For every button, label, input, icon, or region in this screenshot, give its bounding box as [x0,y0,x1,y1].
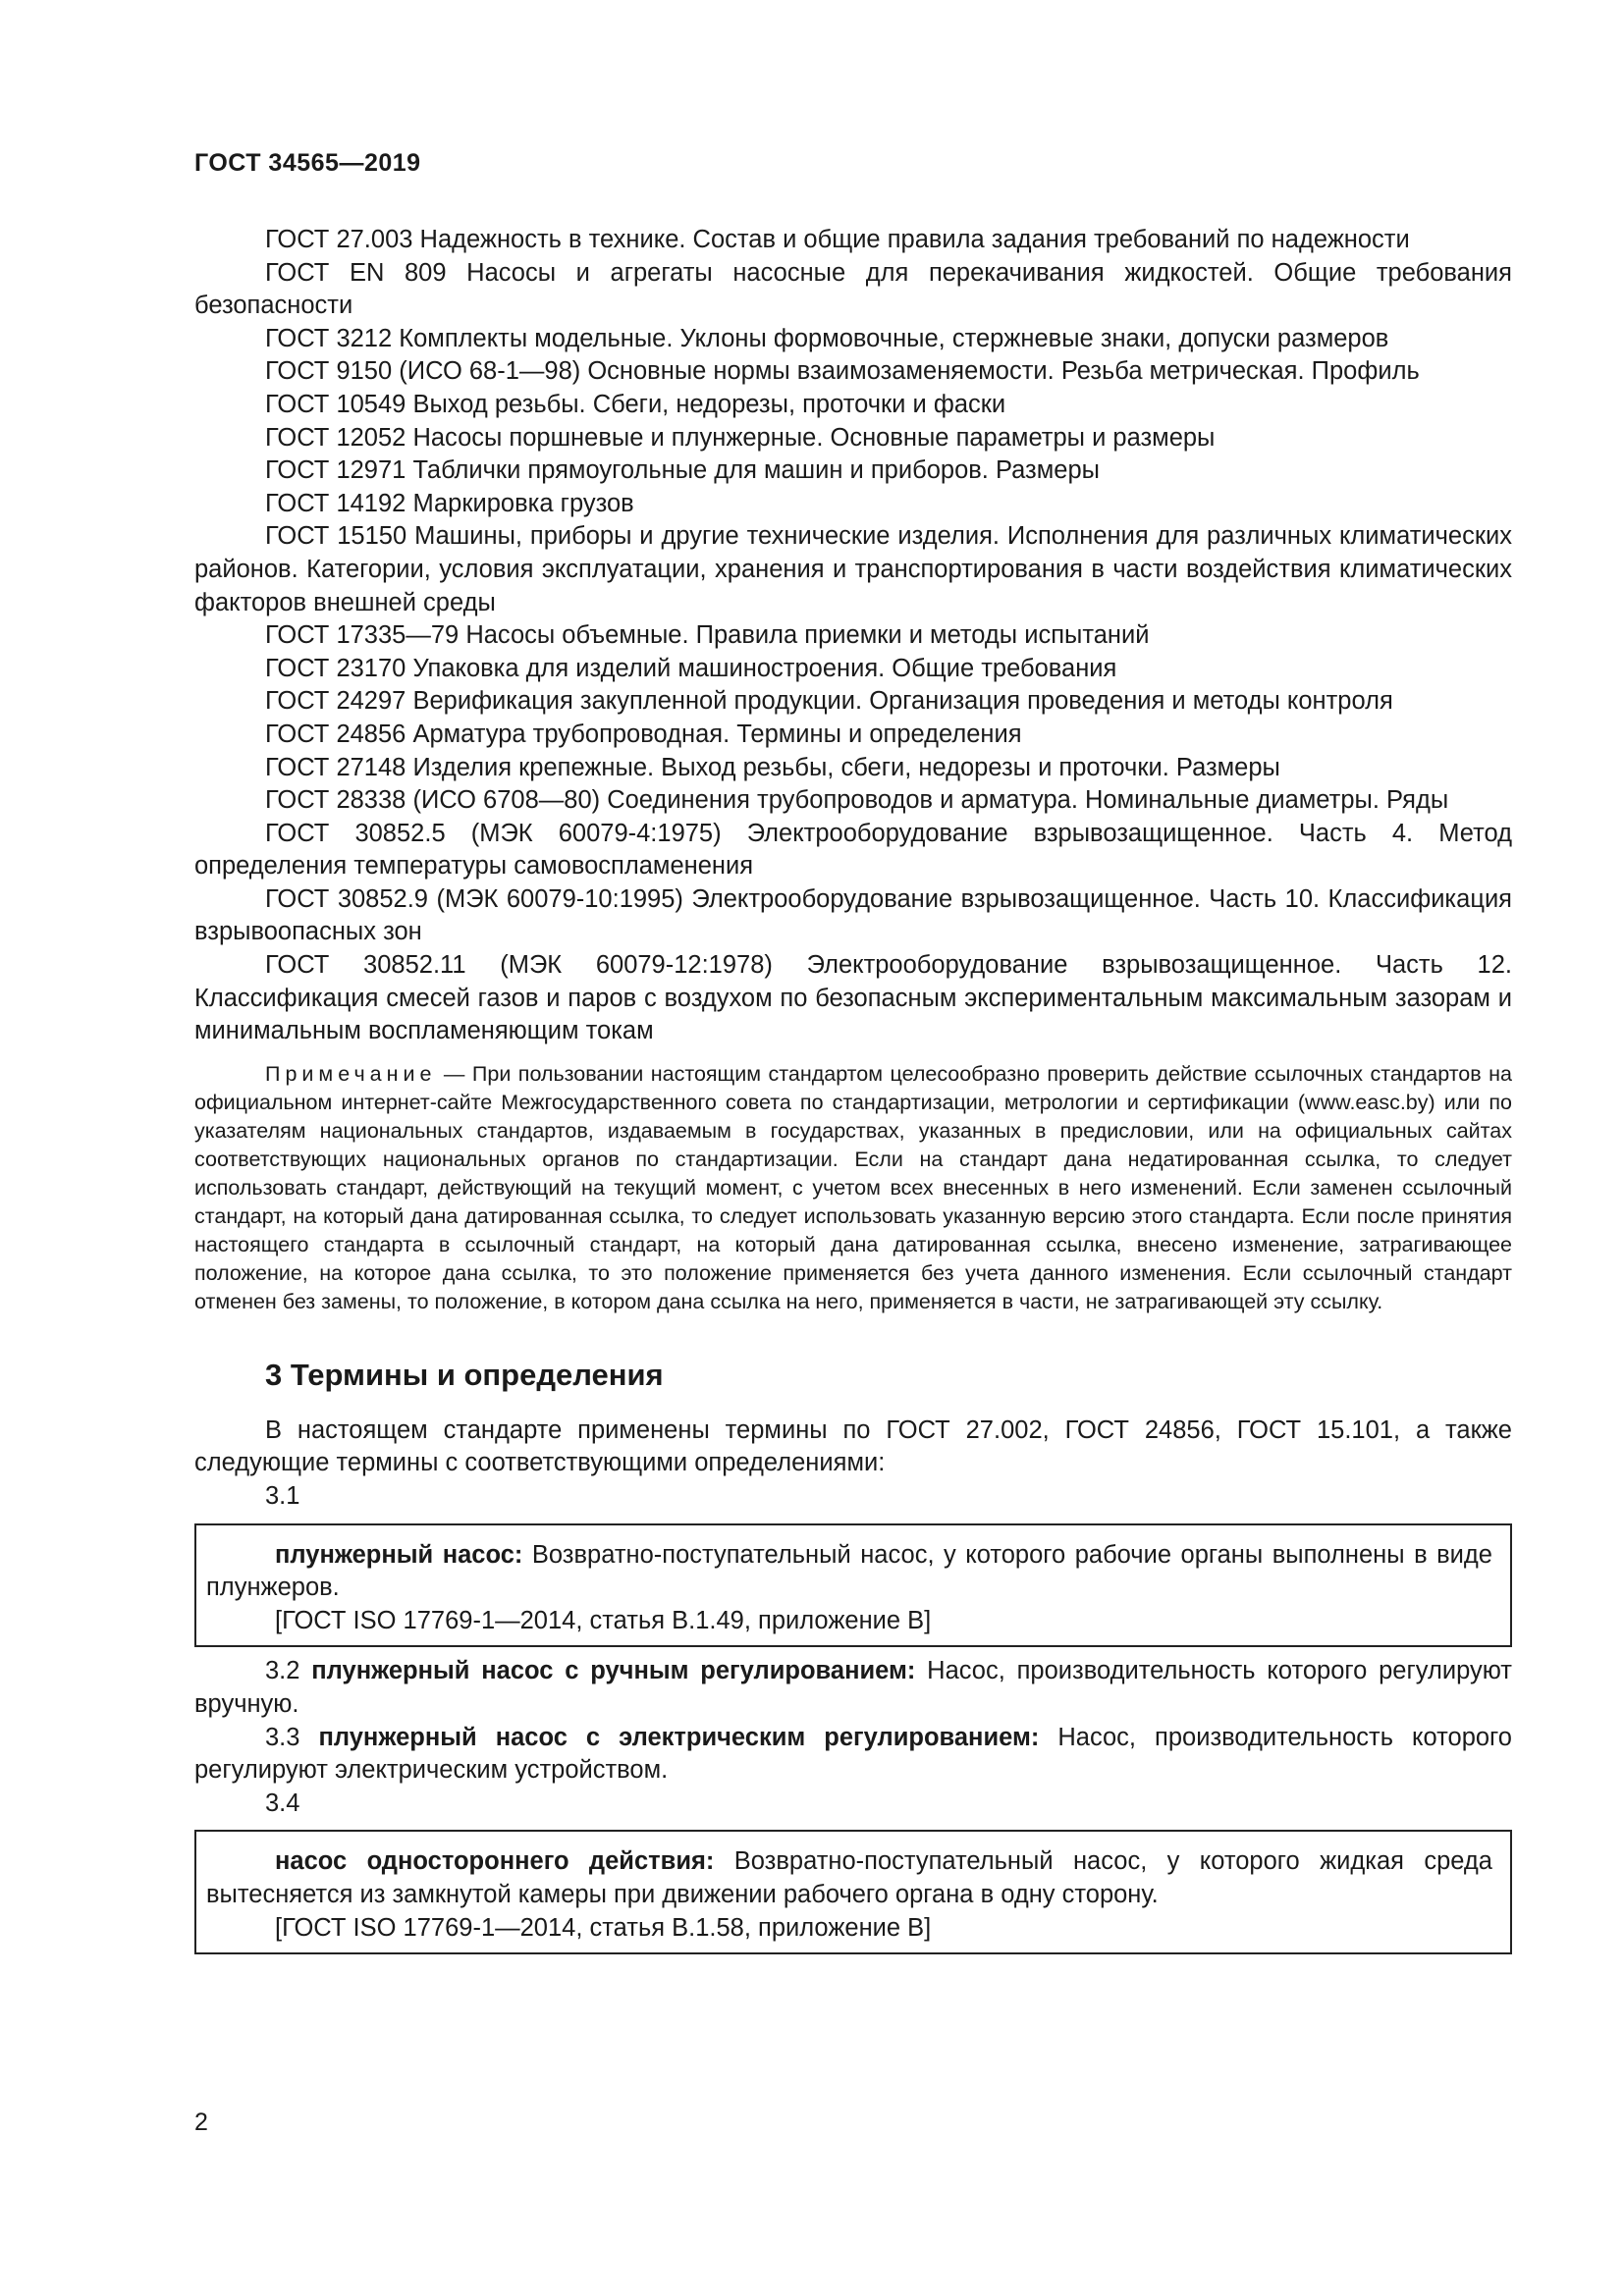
note-text: — При пользовании настоящим стандартом целесообразно проверить действие ссылочных стандартов на официальном интернет-сайте Межгосударственного совета по стандартизации, метрологии и сертификации (www.easc.by) или по указателям национальных стандартов, издаваемым в государствах, указанных в предисловии, или на официальных сайтах соответствующих национальных органов по стандартизации. Если на стандарт дана недатированная ссылка, то следует использовать стандарт, действующий на текущий момент, с учетом всех внесенных в него изменений. Если заменен ссылочный стандарт, на который дана датированная ссылка, то следует использовать указанную версию этого стандарта. Если после принятия настоящего стандарта в ссылочный стандарт, на который дана датированная ссылка, внесено изменение, затрагивающее положение, на которое дана ссылка, то это положение применяется без учета данного изменения. Если ссылочный стандарт отменен без замены, то положение, в котором дана ссылка на него, применяется в части, не затрагивающей эту ссылку. [194,1061,1512,1313]
reference-item [194,422,1512,455]
reference-code: ГОСТ 30852.11 [265,951,466,980]
reference-item [194,224,1512,257]
reference-title: Маркировка грузов [412,489,634,517]
reference-code: ГОСТ 28338 [265,786,406,815]
page-content [194,224,1512,1962]
reference-title: (МЭК 60079-4:1975) Электрооборудование взрывозащищенное. Часть 4. Метод определения температуры самовоспламенения [194,819,1512,881]
reference-item [194,784,1512,818]
term-name: насос одностороннего действия: [275,1847,715,1876]
term-name: плунжерный насос с электрическим регулированием: [318,1723,1040,1751]
note-label: Примечание [265,1061,437,1086]
reference-code: ГОСТ 17335—79 [265,621,460,650]
reference-title: (ИСО 68-1—98) Основные нормы взаимозаменяемости. Резьба метрическая. Профиль [399,357,1420,386]
references-list [194,224,1512,1048]
reference-code: ГОСТ 12052 [265,423,406,452]
reference-code: ГОСТ 30852.5 [265,819,446,847]
term-name: плунжерный насос с ручным регулированием: [311,1657,916,1685]
term-source: [ГОСТ ISO 17769-1—2014, статья B.1.49, приложение B] [275,1606,932,1634]
term-definition [194,1722,1512,1788]
reference-code: ГОСТ 14192 [265,489,406,517]
term-text: Насос, производительность которого регулируют вручную. [194,1657,1512,1718]
reference-title: Выход резьбы. Сбеги, недорезы, проточки и фаски [412,390,1006,418]
reference-code: ГОСТ 27.003 [265,226,413,253]
reference-item [194,685,1512,719]
reference-item [194,355,1512,389]
reference-title: Арматура трубопроводная. Термины и определения [412,720,1022,748]
reference-code: ГОСТ 12971 [265,456,406,485]
term-definition [206,1539,1492,1605]
reference-code: ГОСТ 24297 [265,687,406,716]
term-text: Насос, производительность которого регулируют электрическим устройством. [194,1723,1512,1785]
reference-item [194,619,1512,653]
term-number: 3.1 [265,1482,300,1511]
note-paragraph [194,1060,1512,1316]
term-source: [ГОСТ ISO 17769-1—2014, статья B.1.58, приложение B] [275,1913,932,1942]
reference-item [194,752,1512,785]
reference-code: ГОСТ 23170 [265,654,406,682]
term-number: 3.2 [265,1657,300,1685]
reference-title: Насосы поршневые и плунжерные. Основные параметры и размеры [412,423,1216,452]
term-number: 3.3 [265,1723,300,1751]
term-definition [206,1845,1492,1911]
term-name: плунжерный насос: [275,1540,523,1569]
reference-code: ГОСТ 9150 [265,357,393,386]
reference-title: (МЭК 60079-12:1978) Электрооборудование взрывозащищенное. Часть 12. Классификация смесей газов и паров с воздухом по безопасным экспериментальным максимальным зазорам и минимальным воспламеняющим токам [194,951,1513,1045]
reference-code: ГОСТ 10549 [265,390,406,418]
term-text: Возвратно-поступательный насос, у которого жидкая среда вытесняется из замкнутой камеры при движении рабочего органа в одну сторону. [206,1847,1492,1908]
reference-title: Насосы и агрегаты насосные для перекачивания жидкостей. Общие требования безопасности [194,258,1512,320]
reference-title: Таблички прямоугольные для машин и приборов. Размеры [412,456,1100,485]
section-heading: 3 Термины и определения [265,1357,664,1392]
term-text: Возвратно-поступательный насос, у которого рабочие органы выполнены в виде плунжеров. [206,1540,1492,1602]
reference-code: ГОСТ 15150 [265,522,407,551]
reference-item [194,520,1512,619]
term-definition [194,1655,1512,1721]
document-header: ГОСТ 34565—2019 [194,149,421,177]
reference-code: ГОСТ EN 809 [265,258,447,287]
reference-item [194,653,1512,686]
reference-title: (ИСО 6708—80) Соединения трубопроводов и арматура. Номинальные диаметры. Ряды [412,786,1449,815]
term-number: 3.4 [265,1789,300,1817]
reference-item [194,818,1512,883]
reference-title: Насосы объемные. Правила приемки и методы испытаний [465,621,1150,650]
section-intro: В настоящем стандарте применены термины по ГОСТ 27.002, ГОСТ 24856, ГОСТ 15.101, а также следующие термины с соответствующими определениями: [194,1415,1512,1477]
reference-item [194,488,1512,521]
reference-code: ГОСТ 3212 [265,324,393,352]
reference-item [194,883,1512,949]
term-box [194,1830,1512,1954]
reference-code: ГОСТ 30852.9 [265,884,428,913]
reference-item [194,949,1512,1048]
page-number: 2 [194,2109,208,2136]
reference-item [194,257,1512,323]
reference-item [194,719,1512,752]
reference-title: Изделия крепежные. Выход резьбы, сбеги, недорезы и проточки. Размеры [412,753,1280,781]
term-box [194,1523,1512,1648]
reference-title: Комплекты модельные. Уклоны формовочные, стержневые знаки, допуски размеров [399,324,1389,352]
reference-code: ГОСТ 27148 [265,753,406,781]
reference-item [194,389,1512,422]
reference-title: Упаковка для изделий машиностроения. Общие требования [412,654,1117,682]
reference-title: Надежность в технике. Состав и общие правила задания требований по надежности [419,226,1410,253]
reference-title: Верификация закупленной продукции. Организация проведения и методы контроля [412,687,1393,716]
reference-item [194,454,1512,488]
reference-title: Машины, приборы и другие технические изделия. Исполнения для различных климатических районов. Категории, условия эксплуатации, хранения и транспортирования в части воздействия климатических факторов внешней среды [194,522,1512,616]
reference-title: (МЭК 60079-10:1995) Электрооборудование взрывозащищенное. Часть 10. Классификация взрывоопасных зон [194,884,1512,946]
reference-code: ГОСТ 24856 [265,720,406,748]
reference-item [194,323,1512,356]
